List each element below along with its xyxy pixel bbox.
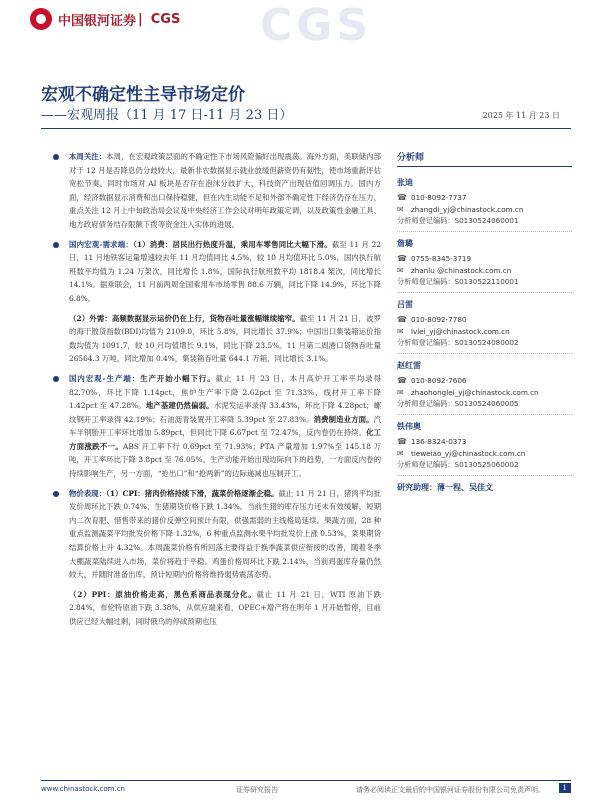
email-icon: ✉	[397, 265, 404, 275]
logo-separator: |	[138, 11, 143, 27]
email-icon: ✉	[397, 326, 404, 336]
footer-label: 证券研究报告	[236, 786, 278, 794]
paragraph-highlight: 地产基建仍然偏弱。	[145, 401, 214, 411]
email-icon: ✉	[397, 387, 404, 397]
production-paragraph	[41, 372, 381, 481]
external-demand-paragraph	[41, 312, 381, 366]
analyst-heading: 分析师	[397, 150, 572, 167]
header-watermark: CGS	[260, 0, 373, 51]
analyst-email[interactable]: zhangdi_yj@chinastock.com.cn	[411, 204, 524, 214]
analyst-card	[397, 415, 572, 476]
paragraph-text: 截止 11 月 21 日，WTI 原油下跌 2.84%，布伦特原油下跌 3.38%，从供应端来看，OPEC+增产将在明年 1 月开始暂停，目前供应已经大幅过剩，同时俄乌的停战预期也压	[69, 589, 381, 626]
paragraph-highlight: （1）CPI：猪肉价格持续下滑，蔬菜价格逐渐企稳。	[106, 488, 279, 498]
analyst-card	[397, 171, 572, 232]
phone-icon: ☎	[397, 253, 407, 263]
analyst-phone: 136-8324-0373	[411, 436, 467, 446]
analyst-email[interactable]: tieweiao_yj@chinastock.com.cn	[411, 448, 526, 458]
paragraph-text: 汽车半钢胎开工率环比增加 5.89pct，但同比下降 6.67pct 至 72.47%，反内卷仍在持续。	[69, 414, 381, 438]
analyst-email[interactable]: zhanlu @chinastock.com.cn	[411, 265, 512, 275]
analyst-email[interactable]: lvlei_yj@chinastock.com.cn	[411, 326, 510, 336]
analyst-name: 铁伟奥	[397, 422, 421, 431]
company-logo	[30, 8, 180, 30]
research-assistants: 研究助理：薄一程、吴佳文	[397, 483, 493, 492]
paragraph-highlight: （2）外需：高频数据显示运价仍在上行，货物吞吐量涨幅继续缩窄。	[69, 313, 300, 323]
analyst-registration: 分析师登记编码：S0130524080002	[397, 338, 519, 347]
paragraph-highlight: 化工方面涨跌不一。	[69, 428, 381, 451]
email-icon: ✉	[397, 204, 404, 214]
analyst-phone: 010-8092-7780	[411, 314, 467, 324]
paragraph-text: 水泥发运率录得 33.43%，环比下降 4.28pct；螺纹钢开工率录得 42.19%；石油沥青装置开工率降 5.39pct 至 27.83%。	[69, 401, 381, 424]
paragraph-highlight: 消费制造业方面。	[313, 414, 374, 424]
logo-en: CGS	[150, 11, 181, 27]
analyst-card	[397, 293, 572, 354]
analyst-name: 赵红雷	[397, 361, 421, 370]
analyst-name: 吕雷	[397, 300, 413, 309]
paragraph-text: 截至 11 月 22 日，11 月地铁客运量增速较去年 11 月均值同比 4.5%，较 10 月均值环比 5.0%，国内执行航班数平均值为 1.24 万架次，同比增长 1.8%，国际执行航班数平均 1818.4 架次，同比增长 14.1%。据乘联会，11 月前两周全国乘用车市场零售 88.6 万辆，同比下降 14.9%，环比下降 6.8%。	[69, 239, 382, 303]
analyst-registration: 分析师登记编码：S0130522110001	[397, 277, 519, 286]
bullet-icon	[53, 491, 59, 497]
paragraph-highlight: 生产开始小幅下行。	[140, 373, 216, 383]
report-title: 宏观不确定性主导市场定价	[41, 85, 245, 105]
analyst-email[interactable]: zhaohonglei_yj@chinastock.com.cn	[411, 387, 539, 397]
paragraph-text: ABS 开工率下行 0.69pct 至 71.93%；PTA 产量增加 1.97%至 145.18 万吨，开工率环比下降 3.8pct 至 76.05%。生产动能开始出现边际向下的趋势，一方面反内卷的持续影响生产，另一方面，“抢出口”和“抢两新”的边际递减也压制开工。	[69, 441, 381, 479]
email-icon: ✉	[397, 448, 404, 458]
logo-text: 中国银河证券	[58, 13, 137, 29]
report-date: 2025 年 11 月 23 日	[482, 111, 560, 120]
title-rule	[41, 128, 571, 129]
analyst-card	[397, 232, 572, 293]
footer-rule	[41, 780, 571, 781]
paragraph-lead: 物价表现：	[69, 488, 107, 498]
analyst-name: 张迪	[397, 178, 413, 187]
bullet-icon	[53, 376, 59, 382]
analyst-card	[397, 354, 572, 415]
analyst-registration: 分析师登记编码：S0130525060002	[397, 460, 519, 469]
paragraph-text: 截止 11 月 23 日，本月高炉开工率平均录得 82.70%，环比下降 1.14pct，焦炉生产率下降 2.62pct 至 71.33%，线材开工率下降 1.42pct 至 47.28%。	[69, 373, 381, 411]
paragraph-text: 截至 11 月 21 日，波罗的海干散货指数(BDI)均值为 2109.0，环比 5.8%，同比增长 37.9%；中国出口集装箱运价指数均值为 1091.7，较 10 月均值增长 9.1%，同比下降 23.5%。11 月第二周港口货物吞吐量 26564.3 万吨，同比增加 0.4%，集装箱吞吐量 644.1 万箱，同比增长 3.1%。	[69, 313, 381, 364]
footer-url[interactable]: www.chinastock.com.cn	[41, 785, 125, 793]
prices-paragraph	[41, 487, 381, 582]
phone-icon: ☎	[397, 192, 407, 202]
paragraph-text: 本周，在宏观政策层面的不确定性下市场风险偏好出现震荡。海外方面，美联储内部对于 12 月是否降息仍分歧较大，最新非农数据显示就业放缓但薪资仍有韧性，使市场重新评估宽松节奏。同时市场对 AI 板块是否存在泡沫分歧扩大，科技资产出现估值回调压力。国内方面，经济数据显示消费和出口保持稳健，但在内生动能不足和外部不确定性下经济仍存在压力，重点关注 12 月上中旬政治局会议及中央经济工作会议对明年政策定调，以及政策性金融工具、地方政府债务结存限额下拨等资金注入实体的进展。	[69, 152, 381, 229]
analyst-phone: 010-8092-7737	[411, 192, 467, 202]
phone-icon: ☎	[397, 375, 407, 385]
analyst-registration: 分析师登记编码：S0130524060005	[397, 399, 519, 408]
paragraph-lead: 国内宏观-生产端：	[69, 373, 141, 383]
analyst-sidebar	[397, 150, 572, 493]
page-number: 1	[559, 783, 571, 793]
page-header	[0, 0, 600, 51]
analyst-name: 詹璐	[397, 239, 413, 248]
analyst-phone: 010-8092-7606	[411, 375, 467, 385]
bullet-icon	[53, 242, 59, 248]
main-content	[41, 150, 381, 635]
page-footer	[41, 780, 571, 796]
logo-icon	[30, 8, 52, 30]
paragraph-lead: 本周关注：	[69, 152, 107, 161]
bullet-icon	[53, 154, 59, 160]
demand-paragraph	[41, 238, 381, 306]
analyst-registration: 分析师登记编码：S0130524060001	[397, 216, 519, 225]
analyst-phone: 0755-8345-3719	[411, 253, 472, 263]
phone-icon: ☎	[397, 436, 407, 446]
report-subtitle: ——宏观周报（11 月 17 日-11 月 23 日）	[41, 108, 293, 123]
paragraph-highlight: （2）PPI：原油价格走高，黑色系商品表现分化。	[69, 589, 257, 599]
paragraph-highlight: （1）消费：居民出行热度升温，乘用车零售同比大幅下滑。	[132, 239, 332, 249]
phone-icon: ☎	[397, 314, 407, 324]
paragraph-lead: 国内宏观-需求端：	[69, 239, 133, 249]
footer-disclaimer: 请务必阅读正文最后的中国银河证券股份有限公司免责声明。	[356, 786, 545, 794]
paragraph-text: 截止 11 月 21 日，猪肉平均批发价周环比下跌 0.74%，生猪期货价格下跌 1.34%。当前生猪的库存压力还未有效缓解，短期内二次育肥、惜售带来的猪价反弹空间预计有限，供强需弱的主线格局延续。果蔬方面，28 种重点监测蔬菜平均批发价格下降 1.32%，6 种重点监测水果平均批发价上涨 0.53%，菜果期货结算价格上升 4.32%。本周蔬菜价格有所回落主要得益于换季蔬菜供应衔接的改善，随着冬季大棚蔬菜陆续进入市场，菜价将趋于平稳。鸡蛋价格周环比下跌 2.14%，当前鸡蛋库存量仍然较大，并随时准备出库，预计短期内价格将维持弱势震荡态势。	[69, 488, 381, 580]
ppi-paragraph	[41, 588, 381, 629]
summary-paragraph	[41, 150, 381, 232]
